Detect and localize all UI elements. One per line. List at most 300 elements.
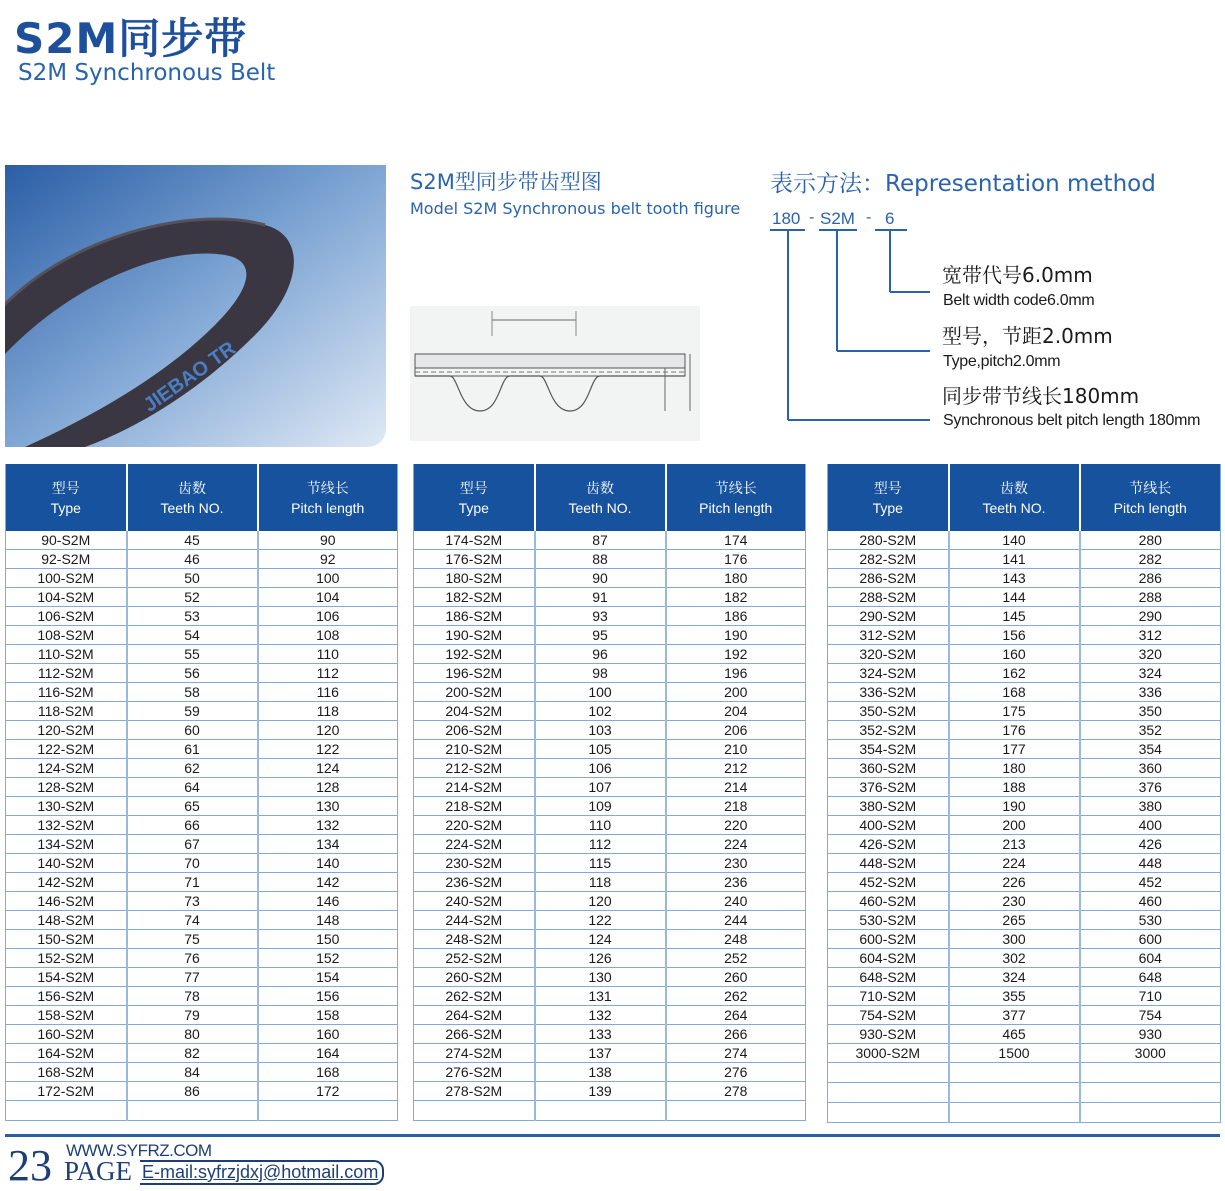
cell-type: 164-S2M <box>6 1044 127 1063</box>
cell-pitch-length: 352 <box>1080 721 1221 740</box>
cell-type: 130-S2M <box>6 797 127 816</box>
cell-pitch-length: 224 <box>666 835 806 854</box>
page-number: 23 <box>8 1141 52 1190</box>
cell-type: 218-S2M <box>414 797 535 816</box>
cell-pitch-length: 648 <box>1080 968 1221 987</box>
cell-teeth <box>535 1101 666 1121</box>
cell-type: 282-S2M <box>828 550 949 569</box>
cell-teeth: 54 <box>127 626 258 645</box>
cell-pitch-length: 200 <box>666 683 806 702</box>
cell-pitch-length: 110 <box>258 645 398 664</box>
cell-type: 274-S2M <box>414 1044 535 1063</box>
cell-teeth: 324 <box>949 968 1080 987</box>
cell-teeth: 133 <box>535 1025 666 1044</box>
cell-type: 360-S2M <box>828 759 949 778</box>
cell-type: 152-S2M <box>6 949 127 968</box>
representation-title: 表示方法：Representation method <box>770 171 1156 197</box>
cell-teeth: 53 <box>127 607 258 626</box>
cell-pitch-length: 288 <box>1080 588 1221 607</box>
table-row <box>6 645 398 664</box>
cell-teeth: 96 <box>535 645 666 664</box>
cell-teeth: 45 <box>127 531 258 550</box>
cell-teeth: 139 <box>535 1082 666 1101</box>
table-row <box>6 816 398 835</box>
cell-type: 158-S2M <box>6 1006 127 1025</box>
cell-type: 290-S2M <box>828 607 949 626</box>
cell-teeth: 56 <box>127 664 258 683</box>
table-row <box>414 797 806 816</box>
cell-pitch-length: 118 <box>258 702 398 721</box>
cell-teeth: 91 <box>535 588 666 607</box>
cell-teeth: 175 <box>949 702 1080 721</box>
cell-type: 196-S2M <box>414 664 535 683</box>
cell-teeth: 107 <box>535 778 666 797</box>
table-row <box>6 550 398 569</box>
cell-pitch-length: 112 <box>258 664 398 683</box>
table-row <box>6 664 398 683</box>
cell-pitch-length: 132 <box>258 816 398 835</box>
table-row <box>6 968 398 987</box>
cell-type: 140-S2M <box>6 854 127 873</box>
table-row <box>6 987 398 1006</box>
cell-pitch-length: 600 <box>1080 930 1221 949</box>
cell-pitch-length: 354 <box>1080 740 1221 759</box>
cell-teeth <box>949 1063 1080 1083</box>
table-row <box>828 645 1221 664</box>
cell-teeth: 106 <box>535 759 666 778</box>
type-label-en: Type,pitch2.0mm <box>943 353 1061 370</box>
cell-pitch-length: 146 <box>258 892 398 911</box>
cell-type: 448-S2M <box>828 854 949 873</box>
cell-pitch-length: 264 <box>666 1006 806 1025</box>
cell-type: 110-S2M <box>6 645 127 664</box>
cell-pitch-length: 90 <box>258 531 398 550</box>
cell-type: 264-S2M <box>414 1006 535 1025</box>
table-row <box>6 683 398 702</box>
table-row <box>6 778 398 797</box>
cell-pitch-length: 320 <box>1080 645 1221 664</box>
cell-teeth: 67 <box>127 835 258 854</box>
table-row <box>828 683 1221 702</box>
table-row <box>414 759 806 778</box>
cell-type: 278-S2M <box>414 1082 535 1101</box>
cell-type: 324-S2M <box>828 664 949 683</box>
table-row <box>414 968 806 987</box>
table-row <box>6 835 398 854</box>
cell-pitch-length: 360 <box>1080 759 1221 778</box>
cell-type: 118-S2M <box>6 702 127 721</box>
table-row <box>414 1063 806 1082</box>
cell-type: 174-S2M <box>414 531 535 550</box>
cell-pitch-length: 210 <box>666 740 806 759</box>
cell-teeth: 226 <box>949 873 1080 892</box>
cell-pitch-length: 124 <box>258 759 398 778</box>
cell-teeth: 168 <box>949 683 1080 702</box>
table-row <box>414 1025 806 1044</box>
cell-teeth: 180 <box>949 759 1080 778</box>
cell-type: 244-S2M <box>414 911 535 930</box>
table-row <box>828 892 1221 911</box>
code-width: 6 <box>885 209 895 228</box>
cell-type: 220-S2M <box>414 816 535 835</box>
cell-type: 204-S2M <box>414 702 535 721</box>
cell-teeth: 224 <box>949 854 1080 873</box>
cell-teeth: 144 <box>949 588 1080 607</box>
cell-teeth: 58 <box>127 683 258 702</box>
cell-teeth: 300 <box>949 930 1080 949</box>
cell-teeth: 110 <box>535 816 666 835</box>
table-row <box>6 911 398 930</box>
table-row <box>414 626 806 645</box>
table-row <box>828 968 1221 987</box>
table-row <box>414 588 806 607</box>
cell-teeth: 59 <box>127 702 258 721</box>
belt-photo <box>5 165 386 447</box>
figure-title-en: Model S2M Synchronous belt tooth figure <box>410 199 741 218</box>
cell-type: 212-S2M <box>414 759 535 778</box>
cell-teeth: 73 <box>127 892 258 911</box>
cell-type: 710-S2M <box>828 987 949 1006</box>
cell-teeth: 102 <box>535 702 666 721</box>
table-row <box>414 569 806 588</box>
cell-pitch-length: 230 <box>666 854 806 873</box>
cell-teeth: 302 <box>949 949 1080 968</box>
cell-pitch-length: 160 <box>258 1025 398 1044</box>
table-row <box>414 721 806 740</box>
cell-type: 172-S2M <box>6 1082 127 1101</box>
table-row <box>828 607 1221 626</box>
cell-teeth: 230 <box>949 892 1080 911</box>
table-row <box>414 949 806 968</box>
cell-teeth: 130 <box>535 968 666 987</box>
table-row <box>828 1025 1221 1044</box>
cell-teeth: 465 <box>949 1025 1080 1044</box>
cell-teeth: 162 <box>949 664 1080 683</box>
table-row <box>6 740 398 759</box>
cell-pitch-length: 260 <box>666 968 806 987</box>
cell-pitch-length: 92 <box>258 550 398 569</box>
cell-pitch-length: 930 <box>1080 1025 1221 1044</box>
cell-teeth: 140 <box>949 531 1080 550</box>
cell-type <box>828 1063 949 1083</box>
cell-pitch-length: 164 <box>258 1044 398 1063</box>
cell-type: 460-S2M <box>828 892 949 911</box>
cell-pitch-length: 236 <box>666 873 806 892</box>
cell-teeth: 93 <box>535 607 666 626</box>
cell-pitch-length: 186 <box>666 607 806 626</box>
cell-pitch-length: 754 <box>1080 1006 1221 1025</box>
cell-type: 214-S2M <box>414 778 535 797</box>
table-row <box>828 721 1221 740</box>
table-row <box>414 645 806 664</box>
cell-pitch-length: 172 <box>258 1082 398 1101</box>
cell-pitch-length: 190 <box>666 626 806 645</box>
cell-teeth: 74 <box>127 911 258 930</box>
cell-type <box>414 1101 535 1121</box>
cell-pitch-length: 122 <box>258 740 398 759</box>
cell-pitch-length <box>1080 1083 1221 1103</box>
cell-teeth: 66 <box>127 816 258 835</box>
cell-pitch-length: 400 <box>1080 816 1221 835</box>
cell-type: 116-S2M <box>6 683 127 702</box>
cell-teeth: 84 <box>127 1063 258 1082</box>
cell-teeth: 200 <box>949 816 1080 835</box>
cell-pitch-length: 196 <box>666 664 806 683</box>
table-row <box>414 550 806 569</box>
table-row <box>414 1006 806 1025</box>
cell-teeth: 61 <box>127 740 258 759</box>
cell-teeth: 115 <box>535 854 666 873</box>
cell-type: 352-S2M <box>828 721 949 740</box>
cell-pitch-length: 276 <box>666 1063 806 1082</box>
representation-leader-lines <box>765 205 935 430</box>
cell-teeth: 86 <box>127 1082 258 1101</box>
cell-pitch-length: 180 <box>666 569 806 588</box>
cell-teeth: 177 <box>949 740 1080 759</box>
cell-pitch-length: 282 <box>1080 550 1221 569</box>
table-row <box>6 626 398 645</box>
cell-type: 100-S2M <box>6 569 127 588</box>
code-type: S2M <box>820 209 855 228</box>
table-row <box>828 569 1221 588</box>
cell-teeth: 137 <box>535 1044 666 1063</box>
cell-type: 200-S2M <box>414 683 535 702</box>
cell-teeth: 90 <box>535 569 666 588</box>
cell-pitch-length <box>1080 1063 1221 1083</box>
cell-pitch-length: 604 <box>1080 949 1221 968</box>
cell-type: 192-S2M <box>414 645 535 664</box>
table-row <box>414 683 806 702</box>
table-row <box>6 702 398 721</box>
cell-pitch-length: 3000 <box>1080 1044 1221 1063</box>
cell-teeth: 46 <box>127 550 258 569</box>
cell-pitch-length: 104 <box>258 588 398 607</box>
table-row <box>828 987 1221 1006</box>
cell-type: 604-S2M <box>828 949 949 968</box>
cell-type: 648-S2M <box>828 968 949 987</box>
cell-pitch-length: 152 <box>258 949 398 968</box>
table-row <box>6 892 398 911</box>
cell-pitch-length: 100 <box>258 569 398 588</box>
spec-table-2 <box>413 464 806 1121</box>
table-row <box>828 550 1221 569</box>
code-dash-1: - <box>809 208 815 226</box>
table-row <box>828 797 1221 816</box>
table-row <box>6 531 398 550</box>
table-row <box>828 930 1221 949</box>
cell-type: 182-S2M <box>414 588 535 607</box>
cell-teeth: 141 <box>949 550 1080 569</box>
cell-pitch-length: 218 <box>666 797 806 816</box>
cell-type: 252-S2M <box>414 949 535 968</box>
cell-type: 3000-S2M <box>828 1044 949 1063</box>
table-row <box>6 569 398 588</box>
cell-teeth: 76 <box>127 949 258 968</box>
table-row <box>828 835 1221 854</box>
cell-teeth: 355 <box>949 987 1080 1006</box>
cell-type: 262-S2M <box>414 987 535 1006</box>
cell-type: 154-S2M <box>6 968 127 987</box>
cell-teeth: 100 <box>535 683 666 702</box>
table-row <box>828 873 1221 892</box>
cell-type: 124-S2M <box>6 759 127 778</box>
header-teeth: 齿数 Teeth NO. <box>949 464 1080 531</box>
table-row <box>828 949 1221 968</box>
cell-pitch-length: 286 <box>1080 569 1221 588</box>
cell-teeth: 70 <box>127 854 258 873</box>
table-row <box>6 949 398 968</box>
header-type: 型号 Type <box>6 464 127 531</box>
cell-teeth: 109 <box>535 797 666 816</box>
table-row <box>828 702 1221 721</box>
cell-teeth: 265 <box>949 911 1080 930</box>
table-row <box>414 911 806 930</box>
cell-teeth: 124 <box>535 930 666 949</box>
cell-pitch-length: 212 <box>666 759 806 778</box>
cell-teeth: 103 <box>535 721 666 740</box>
cell-pitch-length: 128 <box>258 778 398 797</box>
table-row <box>414 930 806 949</box>
cell-pitch-length: 530 <box>1080 911 1221 930</box>
cell-teeth: 156 <box>949 626 1080 645</box>
cell-teeth: 112 <box>535 835 666 854</box>
table-row <box>6 1025 398 1044</box>
cell-teeth: 78 <box>127 987 258 1006</box>
cell-teeth: 131 <box>535 987 666 1006</box>
belt-print-text: JIEBAO TR <box>139 337 240 417</box>
email-link[interactable]: E-mail:syfrzjdxj@hotmail.com <box>140 1160 384 1185</box>
cell-teeth: 132 <box>535 1006 666 1025</box>
table-row <box>828 816 1221 835</box>
cell-type: 600-S2M <box>828 930 949 949</box>
table-row <box>6 607 398 626</box>
cell-type: 320-S2M <box>828 645 949 664</box>
code-length: 180 <box>772 209 801 228</box>
cell-teeth: 120 <box>535 892 666 911</box>
table-row <box>828 1063 1221 1083</box>
cell-teeth: 88 <box>535 550 666 569</box>
cell-type: 336-S2M <box>828 683 949 702</box>
table-row <box>828 759 1221 778</box>
cell-type: 148-S2M <box>6 911 127 930</box>
width-label-en: Belt width code6.0mm <box>943 292 1095 309</box>
page-word: PAGE <box>64 1156 133 1186</box>
cell-teeth: 77 <box>127 968 258 987</box>
cell-type: 224-S2M <box>414 835 535 854</box>
length-label-cn: 同步带节线长180mm <box>942 384 1140 408</box>
cell-pitch-length: 168 <box>258 1063 398 1082</box>
cell-teeth: 126 <box>535 949 666 968</box>
cell-type: 122-S2M <box>6 740 127 759</box>
header-type: 型号 Type <box>828 464 949 531</box>
table-row <box>414 1044 806 1063</box>
cell-pitch-length: 120 <box>258 721 398 740</box>
cell-pitch-length: 158 <box>258 1006 398 1025</box>
cell-pitch-length: 252 <box>666 949 806 968</box>
cell-type <box>6 1101 127 1121</box>
cell-type: 236-S2M <box>414 873 535 892</box>
cell-teeth: 75 <box>127 930 258 949</box>
cell-teeth: 160 <box>949 645 1080 664</box>
table-row <box>6 721 398 740</box>
cell-pitch-length: 290 <box>1080 607 1221 626</box>
cell-teeth: 55 <box>127 645 258 664</box>
cell-type: 186-S2M <box>414 607 535 626</box>
page-title-en: S2M Synchronous Belt <box>18 60 276 86</box>
table-row <box>828 778 1221 797</box>
cell-pitch-length: 266 <box>666 1025 806 1044</box>
cell-type: 248-S2M <box>414 930 535 949</box>
table-row <box>6 1063 398 1082</box>
cell-type: 128-S2M <box>6 778 127 797</box>
cell-pitch-length: 280 <box>1080 531 1221 550</box>
cell-teeth: 52 <box>127 588 258 607</box>
cell-teeth <box>127 1101 258 1121</box>
table-row <box>414 607 806 626</box>
header-pitch: 节线长 Pitch length <box>258 464 398 531</box>
cell-pitch-length: 240 <box>666 892 806 911</box>
table-row <box>414 892 806 911</box>
cell-type: 180-S2M <box>414 569 535 588</box>
header-pitch: 节线长 Pitch length <box>1080 464 1221 531</box>
cell-teeth: 122 <box>535 911 666 930</box>
cell-pitch-length: 452 <box>1080 873 1221 892</box>
cell-type: 106-S2M <box>6 607 127 626</box>
cell-type: 176-S2M <box>414 550 535 569</box>
cell-pitch-length: 376 <box>1080 778 1221 797</box>
cell-teeth <box>949 1083 1080 1103</box>
cell-teeth: 79 <box>127 1006 258 1025</box>
cell-teeth: 118 <box>535 873 666 892</box>
website-link[interactable]: WWW.SYFRZ.COM <box>66 1141 212 1160</box>
cell-teeth: 138 <box>535 1063 666 1082</box>
cell-type: 530-S2M <box>828 911 949 930</box>
cell-pitch-length: 142 <box>258 873 398 892</box>
cell-pitch-length: 150 <box>258 930 398 949</box>
cell-pitch-length: 134 <box>258 835 398 854</box>
footer-divider <box>5 1134 1220 1137</box>
cell-pitch-length: 312 <box>1080 626 1221 645</box>
cell-teeth: 95 <box>535 626 666 645</box>
cell-pitch-length: 206 <box>666 721 806 740</box>
table-row <box>414 664 806 683</box>
table-row <box>414 740 806 759</box>
table-row <box>414 987 806 1006</box>
cell-teeth: 145 <box>949 607 1080 626</box>
cell-type: 452-S2M <box>828 873 949 892</box>
table-row <box>6 1082 398 1101</box>
table-row <box>414 1101 806 1121</box>
cell-type: 930-S2M <box>828 1025 949 1044</box>
cell-type: 190-S2M <box>414 626 535 645</box>
table-row <box>414 778 806 797</box>
cell-pitch-length: 380 <box>1080 797 1221 816</box>
cell-type: 132-S2M <box>6 816 127 835</box>
cell-teeth <box>949 1103 1080 1123</box>
table-row <box>6 1006 398 1025</box>
table-row <box>828 911 1221 930</box>
length-label-en: Synchronous belt pitch length 180mm <box>943 412 1201 429</box>
cell-type: 754-S2M <box>828 1006 949 1025</box>
cell-pitch-length: 140 <box>258 854 398 873</box>
cell-pitch-length: 426 <box>1080 835 1221 854</box>
header-pitch: 节线长 Pitch length <box>666 464 806 531</box>
table-row <box>828 1103 1221 1123</box>
cell-type: 376-S2M <box>828 778 949 797</box>
table-row <box>6 873 398 892</box>
header-teeth: 齿数 Teeth NO. <box>535 464 666 531</box>
cell-type: 168-S2M <box>6 1063 127 1082</box>
